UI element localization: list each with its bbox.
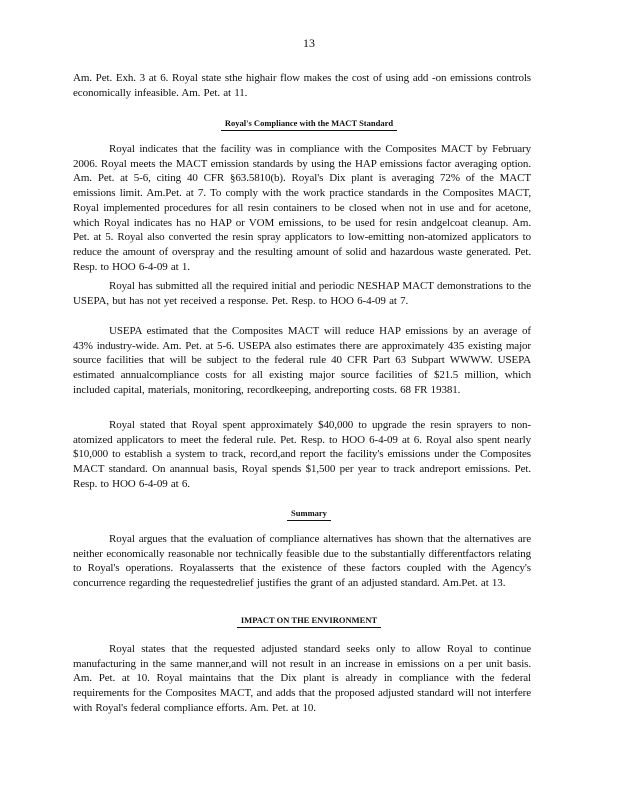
section-heading-compliance <box>0 118 618 131</box>
paragraph-neshap: Royal has submitted all the required initial and periodic NESHAP MACT demonstrations to the USEPA, but has not yet received a response. Pet. Resp. to HOO 6-4-09 at 7. <box>73 280 531 307</box>
paragraph-costs: Royal stated that Royal spent approximately $40,000 to upgrade the resin sprayers to non-atomized applicators to meet the federal rule. Pet. Resp. to HOO 6-4-09 at 6. Royal also spent nearly $10,000 to establish a system to track, record,and report the facility's emissions under the Composites MACT standard. On anannual basis, Royal spends $1,500 per year to track andreport emissions. Pet. Resp. to HOO 6-4-09 at 6. <box>73 419 531 490</box>
page-number: 13 <box>303 36 315 50</box>
heading-text: Summary <box>287 508 331 521</box>
section-heading-summary <box>0 508 618 521</box>
paragraph-environment: Royal states that the requested adjusted standard seeks only to allow Royal to continue manufacturing in the same manner,and will not result in an increase in emissions on a per unit basis. Am. Pet. at 10. Royal maintains that the Dix plant is already in compliance with the federal requirements for the Composites MACT, and adds that the proposed adjusted standard will not interfere with Royal's federal compliance efforts. Am. Pet. at 10. <box>73 643 531 714</box>
paragraph-compliance: Royal indicates that the facility was in compliance with the Composites MACT by February 2006. Royal meets the MACT emission standards by using the HAP emissions factor averaging option. Am. Pet. at 5-6, citing 40 CFR §63.5810(b). Royal's Dix plant is averaging 72% of the MACT emissions limit. Am.Pet. at 7. To comply with the work practice standards in the Composites MACT, Royal implemented procedures for all resin containers to be closed when not in use and for acetone, which Royal indicates has no HAP or VOM emissions, to be used for resin andgelcoat cleanup. Am. Pet. at 5. Royal also converted the resin spray applicators to low-emitting non-atomized applicators to reduce the amount of overspray and the resulting amount of solid and hazardous waste generated. Pet. Resp. to HOO 6-4-09 at 1. <box>73 143 531 273</box>
paragraph-summary: Royal argues that the evaluation of compliance alternatives has shown that the alternatives are neither economically reasonable nor technically feasible due to the substantially differentfactors relating to Royal's operations. Royalasserts that the existence of these factors coupled with the Agency's concurrence regarding the requestedrelief justifies the grant of an adjusted standard. Am.Pet. at 13. <box>73 533 531 590</box>
paragraph-intro: Am. Pet. Exh. 3 at 6. Royal state sthe highair flow makes the cost of using add -on emissions controls economically infeasible. Am. Pet. at 11. <box>73 72 531 99</box>
heading-text: IMPACT ON THE ENVIRONMENT <box>237 615 381 628</box>
paragraph-usepa: USEPA estimated that the Composites MACT will reduce HAP emissions by an average of 43% industry-wide. Am. Pet. at 5-6. USEPA also estimates there are approximately 435 existing major source facilities that will be subject to the federal rule 40 CFR Part 63 Subpart WWWW. USEPA estimated annualcompliance costs for all existing major source facilities of $21.5 million, which included capital, materials, monitoring, recordkeeping, andreporting costs. 68 FR 19381. <box>73 325 531 396</box>
section-heading-environment <box>0 615 618 628</box>
heading-text: Royal's Compliance with the MACT Standard <box>221 118 397 131</box>
